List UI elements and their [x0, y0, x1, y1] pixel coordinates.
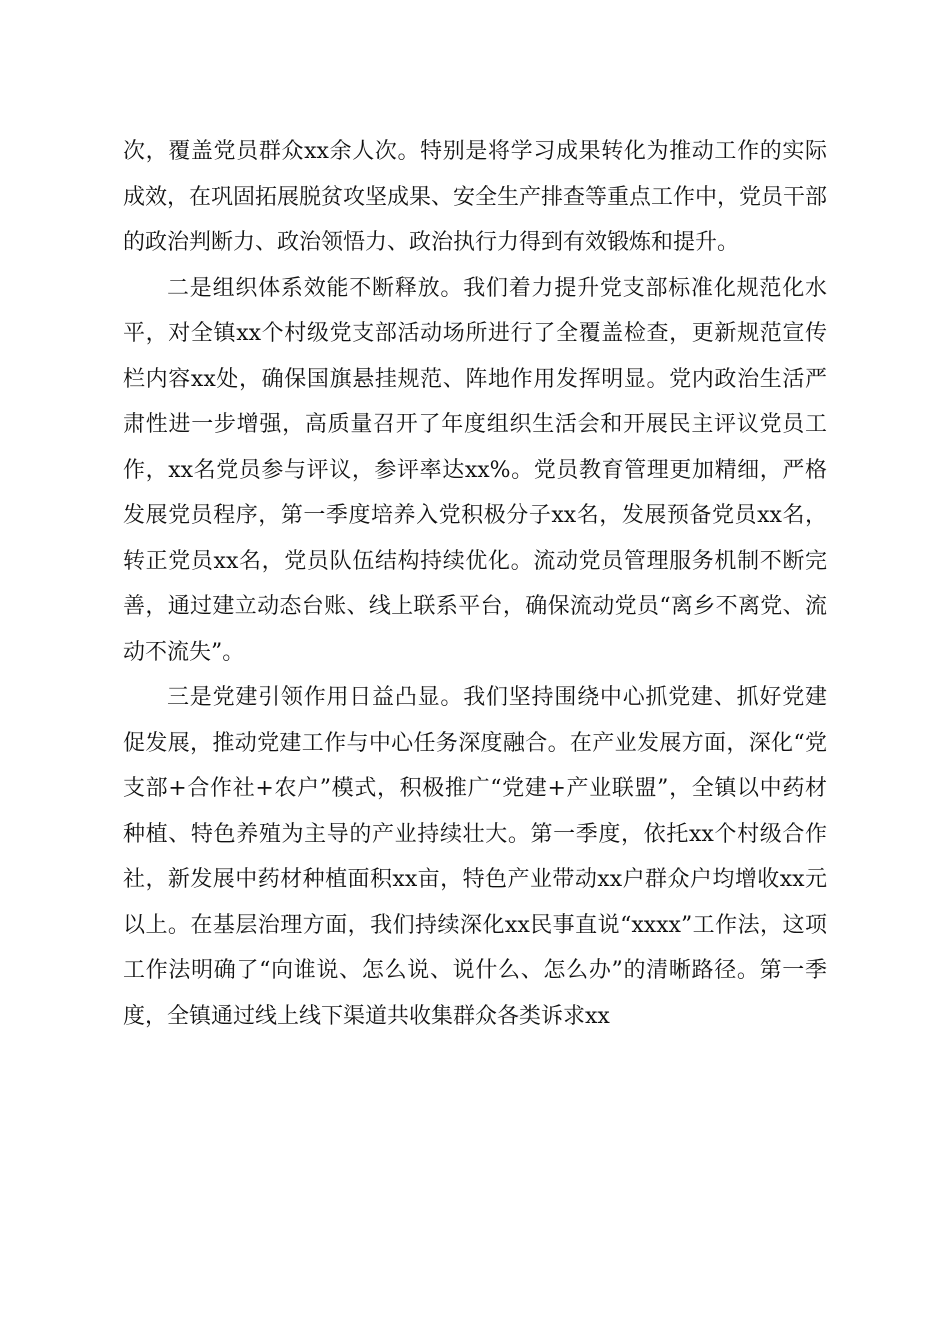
- paragraph-2-text: 我们着力提升党支部标准化规范化水平，对全镇xx个村级党支部活动场所进行了全覆盖检查，更新规范宣传栏内容xx处，确保国旗悬挂规范、阵地作用发挥明显。党内政治生活严肃性进一步增强，高质量召开了年度组织生活会和开展民主评议党员工作，xx名党员参与评议，参评率达xx%。党员教育管理更加精细，严格发展党员程序，第一季度培养入党积极分子xx名，发展预备党员xx名，转正党员xx名，党员队伍结构持续优化。流动党员管理服务机制不断完善，通过建立动态台账、线上联系平台，确保流动党员“离乡不离党、流动不流失”。: [123, 275, 827, 665]
- paragraph-1: [123, 129, 827, 266]
- paragraph-2-lead: 二是组织体系效能不断释放。: [167, 275, 464, 301]
- document-body: [123, 129, 827, 1039]
- paragraph-3-lead: 三是党建引领作用日益凸显。: [167, 685, 464, 710]
- paragraph-3: [123, 675, 827, 1039]
- paragraph-1-text: 次，覆盖党员群众xx余人次。特别是将学习成果转化为推动工作的实际成效，在巩固拓展脱贫攻坚成果、安全生产排查等重点工作中，党员干部的政治判断力、政治领悟力、政治执行力得到有效锻炼和提升。: [123, 139, 828, 255]
- paragraph-2: [123, 266, 827, 676]
- paragraph-3-text: 我们坚持围绕中心抓党建、抓好党建促发展，推动党建工作与中心任务深度融合。在产业发展方面，深化“党支部+合作社+农户”模式，积极推广“党建+产业联盟”，全镇以中药材种植、特色养殖为主导的产业持续壮大。第一季度，依托xx个村级合作社，新发展中药材种植面积xx亩，特色产业带动xx户群众户均增收xx元以上。在基层治理方面，我们持续深化xx民事直说“xxxx”工作法，这项工作法明确了“向谁说、怎么说、说什么、怎么办”的清晰路径。第一季度，全镇通过线上线下渠道共收集群众各类诉求xx: [123, 685, 827, 1029]
